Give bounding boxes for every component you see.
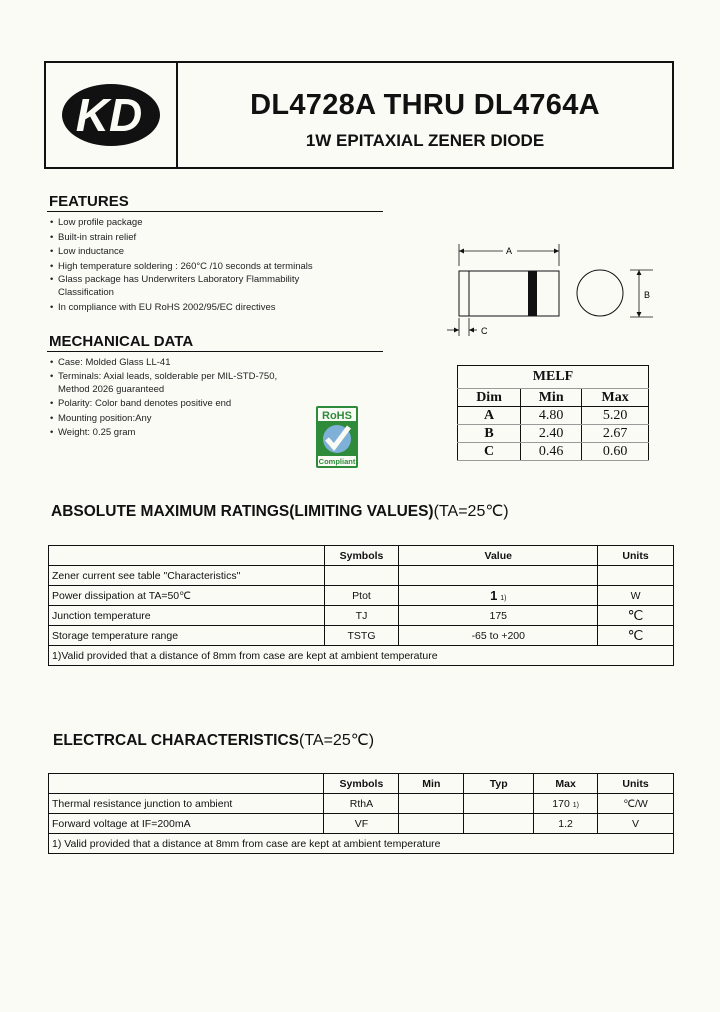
package-diagram (425, 238, 665, 348)
table-row: Zener current see table "Characteristics" (49, 566, 674, 586)
table-header-row: Symbols Min Typ Max Units (49, 774, 674, 794)
melf-dimension-table (457, 365, 649, 461)
abs-max-table (48, 545, 674, 666)
abs-max-title: ABSOLUTE MAXIMUM RATINGS(LIMITING VALUES)(TA=25℃) (51, 503, 509, 520)
table-note-row: 1) Valid provided that a distance at 8mm from case are kept at ambient temperature (49, 834, 674, 854)
electrical-table (48, 773, 674, 854)
page-title: DL4728A THRU DL4764A (250, 89, 600, 121)
rohs-top-text: RoHS (322, 410, 352, 422)
list-item: • Mounting position:Any (50, 412, 152, 424)
features-rule (47, 211, 383, 212)
list-item: • Weight: 0.25 gram (50, 427, 136, 438)
list-item: • Low profile package (50, 217, 143, 228)
table-header-row: Dim Min Max (458, 389, 649, 407)
table-row: Junction temperature TJ 175 ℃ (49, 606, 674, 626)
table-row: Thermal resistance junction to ambient RthA 170 1) ℃/W (49, 794, 674, 814)
table-row: Storage temperature range TSTG -65 to +200 ℃ (49, 626, 674, 646)
table-row: Power dissipation at TA=50℃ Ptot 1 1) W (49, 586, 674, 606)
dim-c-label: C (481, 326, 488, 336)
table-row: B 2.40 2.67 (458, 425, 649, 443)
mechanical-rule (47, 351, 383, 352)
rohs-check-icon (315, 405, 359, 469)
features-list (50, 216, 313, 315)
list-item: • Polarity: Color band denotes positive end (50, 398, 232, 409)
list-item: • In compliance with EU RoHS 2002/95/EC directives (50, 301, 276, 313)
logo-text: KD (75, 89, 143, 141)
list-item-cont: Method 2026 guaranteed (58, 383, 165, 395)
features-title: FEATURES (49, 193, 129, 210)
table-row: A 4.80 5.20 (458, 407, 649, 425)
rohs-bottom-text: Compliant (318, 457, 356, 466)
rohs-badge (315, 405, 359, 469)
dim-a-label: A (506, 246, 513, 256)
dim-b-label: B (644, 290, 651, 300)
list-item: • Low inductance (50, 246, 125, 257)
mechanical-list (50, 356, 277, 441)
list-item: • Built-in strain relief (50, 231, 137, 243)
list-item: • High temperature soldering : 260°C /10 seconds at terminals (50, 260, 313, 272)
table-row: C 0.46 0.60 (458, 443, 649, 461)
logo-cell (46, 63, 178, 167)
header-box (44, 61, 674, 169)
table-row: Forward voltage at IF=200mA VF 1.2 V (49, 814, 674, 834)
kd-logo (46, 63, 174, 167)
list-item: • Terminals: Axial leads, solderable per MIL-STD-750, (50, 370, 278, 382)
list-item: • Case: Molded Glass LL-41 (50, 357, 171, 368)
melf-title: MELF (458, 366, 649, 389)
page-subtitle: 1W EPITAXIAL ZENER DIODE (305, 131, 545, 150)
electrical-title: ELECTRCAL CHARACTERISTICS(TA=25℃) (53, 732, 375, 749)
table-note-row: 1)Valid provided that a distance of 8mm from case are kept at ambient temperature (49, 646, 674, 666)
list-item-cont: Classification (58, 287, 114, 298)
table-header-row: Symbols Value Units (49, 546, 674, 566)
mechanical-title: MECHANICAL DATA (49, 333, 194, 350)
polarity-band (528, 271, 537, 316)
list-item: • Glass package has Underwriters Laboratory Flammability (50, 274, 300, 285)
